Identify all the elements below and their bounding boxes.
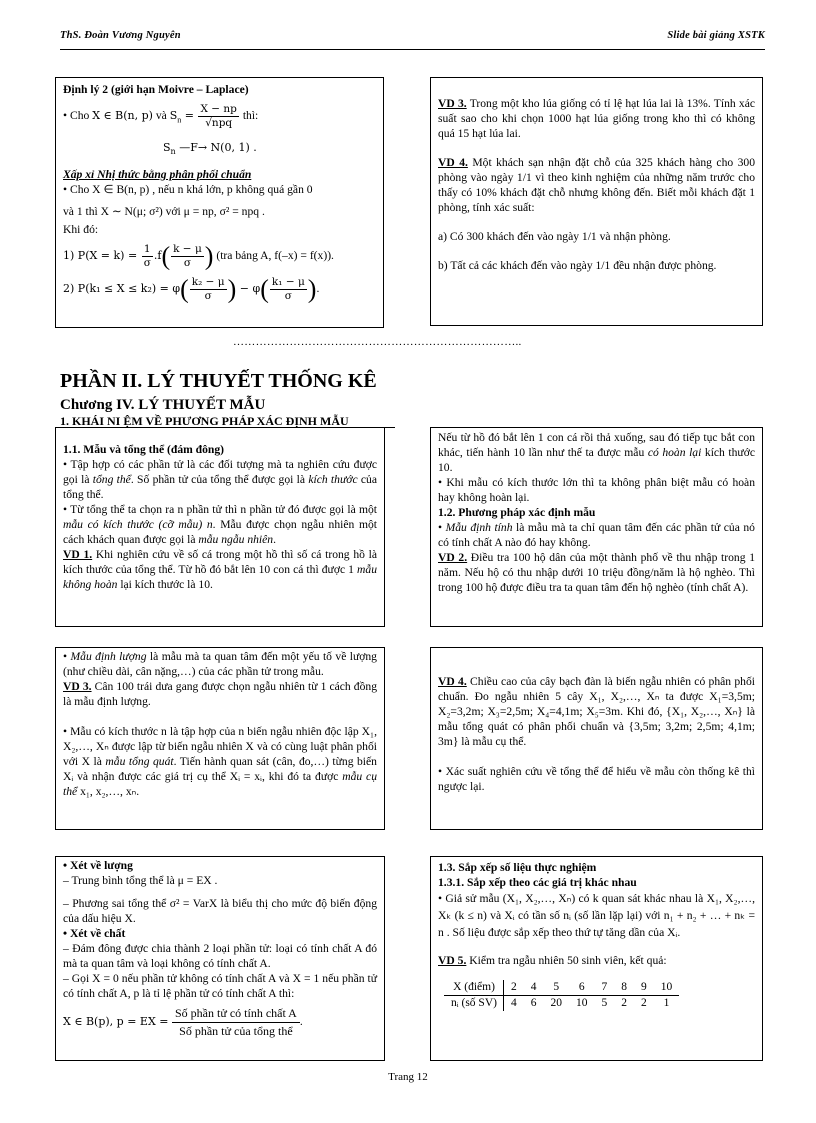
vd4-text: VD 4. Một khách sạn nhận đặt chỗ của 325 khách hàng cho 300 phòng vào ngày 1/1 vì theo kinh nghiệm của những năm trước cho thấy có 10% khách đặt chỗ nhưng không đến. Biết mỗi khách đặt 1 phòng, tính xác suất:	[438, 156, 755, 214]
table-cell: 4	[510, 997, 517, 1009]
arrangement-subtitle: 1.3.1. Sắp xếp theo các giá trị khác nhau	[438, 876, 637, 889]
quantitative-sample-box	[55, 647, 385, 830]
table-label-n: nᵢ (số SV)	[444, 996, 503, 1012]
sample-p1: • Tập hợp có các phần tử là các đối tượng mà ta nghiên cứu được gọi là tổng thể. Số phần tử của tổng thể được gọi là kích thước của tổng thể.	[63, 458, 377, 501]
approx-subhead: Xấp xỉ Nhị thức bằng phân phối chuẩn	[63, 168, 252, 182]
theorem-box	[55, 77, 384, 328]
quant-p2: • Mẫu có kích thước n là tập hợp của n biến ngẫu nhiên độc lập X₁, X₂,…, Xₙ được lập từ biến ngẫu nhiên X và có cùng luật phân phối với X là mẫu tổng quát. Tiến hành quan sát (cân, đo,…) từng biến Xᵢ và nhận được các giá trị cụ thể Xᵢ = xᵢ, khi đó ta được mẫu cụ thể x₁, x₂,…, xₙ.	[63, 725, 377, 798]
method-p2: • Khi mẫu có kích thước lớn thì ta không phân biệt mẫu có hoàn hay không hoàn lại.	[438, 476, 755, 504]
page-number: Trang 12	[388, 1071, 428, 1083]
header-author: ThS. Đoàn Vương Nguyên	[60, 30, 181, 41]
approx-line-3: Khi đó:	[63, 223, 99, 237]
sample-p2: • Từ tổng thể ta chọn ra n phần tử thì n phần tử đó được gọi là một mẫu có kích thước (cỡ mẫu) n. Mẫu được chọn ngẫu nhiên một cách khách quan được gọi là mẫu ngẫu nhiên.	[63, 503, 377, 546]
example-tree-box	[430, 647, 763, 830]
theorem-fraction: $\frac{X - np}{\text{√npq}}$	[200, 103, 237, 129]
vd3-quant-text: VD 3. Cân 100 trái dưa gang được chọn ngẫu nhiên từ 1 cách đồng là mẫu định lượng.	[63, 680, 377, 708]
separator-dots: …………………………………………………………………..	[233, 336, 522, 348]
table-cell: 6	[530, 997, 537, 1009]
page-header	[60, 22, 765, 50]
table-cell: 5	[543, 980, 569, 996]
vd3-text: VD 3. Trong một kho lúa giống có tỉ lệ hạt lúa lai là 13%. Tính xác suất sao cho khi chọn 1000 hạt lúa giống trong kho thì có không quá 15 hạt lúa lai.	[438, 97, 755, 140]
approx-formula-1: 1) P(X = k) = $\frac{1}{\sigma}$ .f( $\frac{k - \mu}{\sigma}$ ) (tra bảng A, f(–x) = f(x)).	[63, 241, 334, 271]
approx-line-2: và 1 thì X ∼ N(μ; σ²) với μ = np, σ² = npq .	[63, 205, 265, 219]
quality-p1: – Đám đông được chia thành 2 loại phần tử: loại có tính chất A đó mà ta quan tâm và loại không có tính chất A.	[63, 942, 377, 970]
population-param-box	[55, 856, 385, 1061]
table-cell: 8	[614, 980, 634, 996]
data-arrangement-box	[430, 856, 763, 1061]
vd4-tree-text: VD 4. Chiều cao của cây bạch đàn là biến ngẫu nhiên có phân phối chuẩn. Đo ngẫu nhiên 5 cây X₁, X₂,…, Xₙ ta được X₁=3,5m; X₂=3,2m; X₃=2,5m; X₄=4,1m; X₅=3m. Khi đó, {X₁, X₂,…, Xₙ} là mẫu tổng quát có phân phối chuẩn và {3,5m; 3,2m; 2,5m; 4,1m; 3m} là mẫu cụ thể.	[438, 675, 755, 748]
table-cell: 1	[663, 997, 670, 1009]
theorem-convergence: $S_n$ —F→ N(0, 1) .	[163, 141, 257, 157]
population-mean: – Trung bình tổng thể là μ = EX .	[63, 874, 218, 887]
quant-p1: • Mẫu định lượng là mẫu mà ta quan tâm đến một yếu tố về lượng (như chiều dài, cân nặng,…) của các phần tử trong mẫu.	[63, 650, 377, 678]
examples-box-1	[430, 77, 763, 326]
vd4-b: b) Tất cả các khách đến vào ngày 1/1 đều nhận được phòng.	[438, 259, 717, 272]
table-cell: 7	[594, 980, 614, 996]
table-cell: 2	[503, 980, 523, 996]
method-p3: • Mẫu định tính là mẫu mà ta chỉ quan tâm đến các phần tử của nó có tính chất A nào đó hay không.	[438, 521, 755, 549]
theorem-title: Định lý 2 (giới hạn Moivre – Laplace)	[63, 83, 249, 96]
header-title: Slide bài giảng XSTK	[667, 30, 765, 41]
table-row-n	[444, 996, 679, 1012]
table-cell: 2	[640, 997, 647, 1009]
table-cell: 5	[601, 997, 608, 1009]
arrangement-p1: • Giả sử mẫu (X₁, X₂,…, Xₙ) có k quan sát khác nhau là X₁, X₂,…, Xₖ (k ≤ n) và Xᵢ có tần số nᵢ (số lần lặp lại) với n₁ + n₂ + … + nₖ = n . Số liệu được sắp xếp theo thứ tự tăng dần của Xᵢ.	[438, 892, 755, 939]
sample-title: 1.1. Mẫu và tổng thể (đám đông)	[63, 443, 225, 456]
method-p1: Nếu từ hồ đó bắt lên 1 con cá rồi thả xuống, sau đó tiếp tục bắt con khác, tiến hành 10 lần như thế ta được mẫu có hoàn lại kích thước 10.	[438, 431, 755, 474]
vd4-a: a) Có 300 khách đến vào ngày 1/1 và nhận phòng.	[438, 230, 671, 243]
part-title: PHẦN II. LÝ THUYẾT THỐNG KÊ	[60, 370, 377, 392]
approx-formula-2: 2) P(k₁ ≤ X ≤ k₂) = φ( $\frac{\text{k₂ − μ}}{\sigma}$ ) − φ( $\frac{\text{k₁ − μ}}{\sigma}$ ).	[63, 274, 320, 304]
quantity-heading: • Xét về lượng	[63, 859, 133, 872]
population-variance: – Phương sai tổng thể σ² = VarX là biểu thị cho mức độ biến động của dấu hiệu X.	[63, 897, 377, 925]
vd1-text: VD 1. Khi nghiên cứu về số cá trong một hồ thì số cá trong hồ là kích thước của tổng thể. Từ hồ đó bắt lên 10 con cá thì được 1 mẫu không hoàn lại kích thước là 10.	[63, 548, 377, 591]
method-title: 1.2. Phương pháp xác định mẫu	[438, 506, 596, 519]
table-cell: 20	[550, 997, 562, 1009]
table-cell: 9	[634, 980, 654, 996]
section-title: 1. KHÁI NI ỆM VỀ PHƯƠNG PHÁP XÁC ĐỊNH MẪU	[60, 414, 349, 428]
sample-definition-box	[55, 427, 385, 627]
stat-note: • Xác suất nghiên cứu về tổng thể để hiểu về mẫu còn thống kê thì ngược lại.	[438, 765, 755, 793]
table-cell: 6	[569, 980, 595, 996]
quality-p2: – Gọi X = 0 nếu phần tử không có tính chất A và X = 1 nếu phần tử có tính chất A, p là tỉ lệ phần tử có tính chất A thì:	[63, 972, 377, 1000]
sample-method-box	[430, 427, 763, 627]
vd5-text: VD 5. Kiểm tra ngẫu nhiên 50 sinh viên, kết quả:	[438, 954, 667, 967]
table-label-x: X (điểm)	[444, 980, 503, 996]
theorem-line-1: • Cho X ∈ B(n, p) và $S_n$ = $\frac{X - np}{\text{√npq}}$ thì:	[63, 103, 259, 129]
table-row-x	[444, 980, 679, 996]
frequency-table	[444, 980, 679, 1011]
table-cell: 10	[575, 997, 588, 1009]
table-cell: 4	[524, 980, 544, 996]
table-cell: 10	[654, 980, 680, 996]
approx-line-1: • Cho X ∈ B(n, p) , nếu n khá lớn, p không quá gần 0	[63, 183, 313, 197]
quality-heading: • Xét về chất	[63, 927, 126, 940]
arrangement-title: 1.3. Sắp xếp số liệu thực nghiệm	[438, 861, 597, 874]
table-cell: 2	[621, 997, 627, 1009]
proportion-formula: X ∈ B(p), p = EX = Số phần tử có tính chất A Số phần tử của tổng thể .	[63, 1006, 303, 1038]
vd2-text: VD 2. Điều tra 100 hộ dân của một thành phố về thu nhập trong 1 năm. Nếu hộ có thu nhập dưới 10 triệu đồng/năm là hộ nghèo. Thì trong 100 hộ được điều tra ta quan tâm đến hộ nghèo (tính chất A).	[438, 551, 755, 594]
chapter-title: Chương IV. LÝ THUYẾT MẪU	[60, 397, 266, 413]
